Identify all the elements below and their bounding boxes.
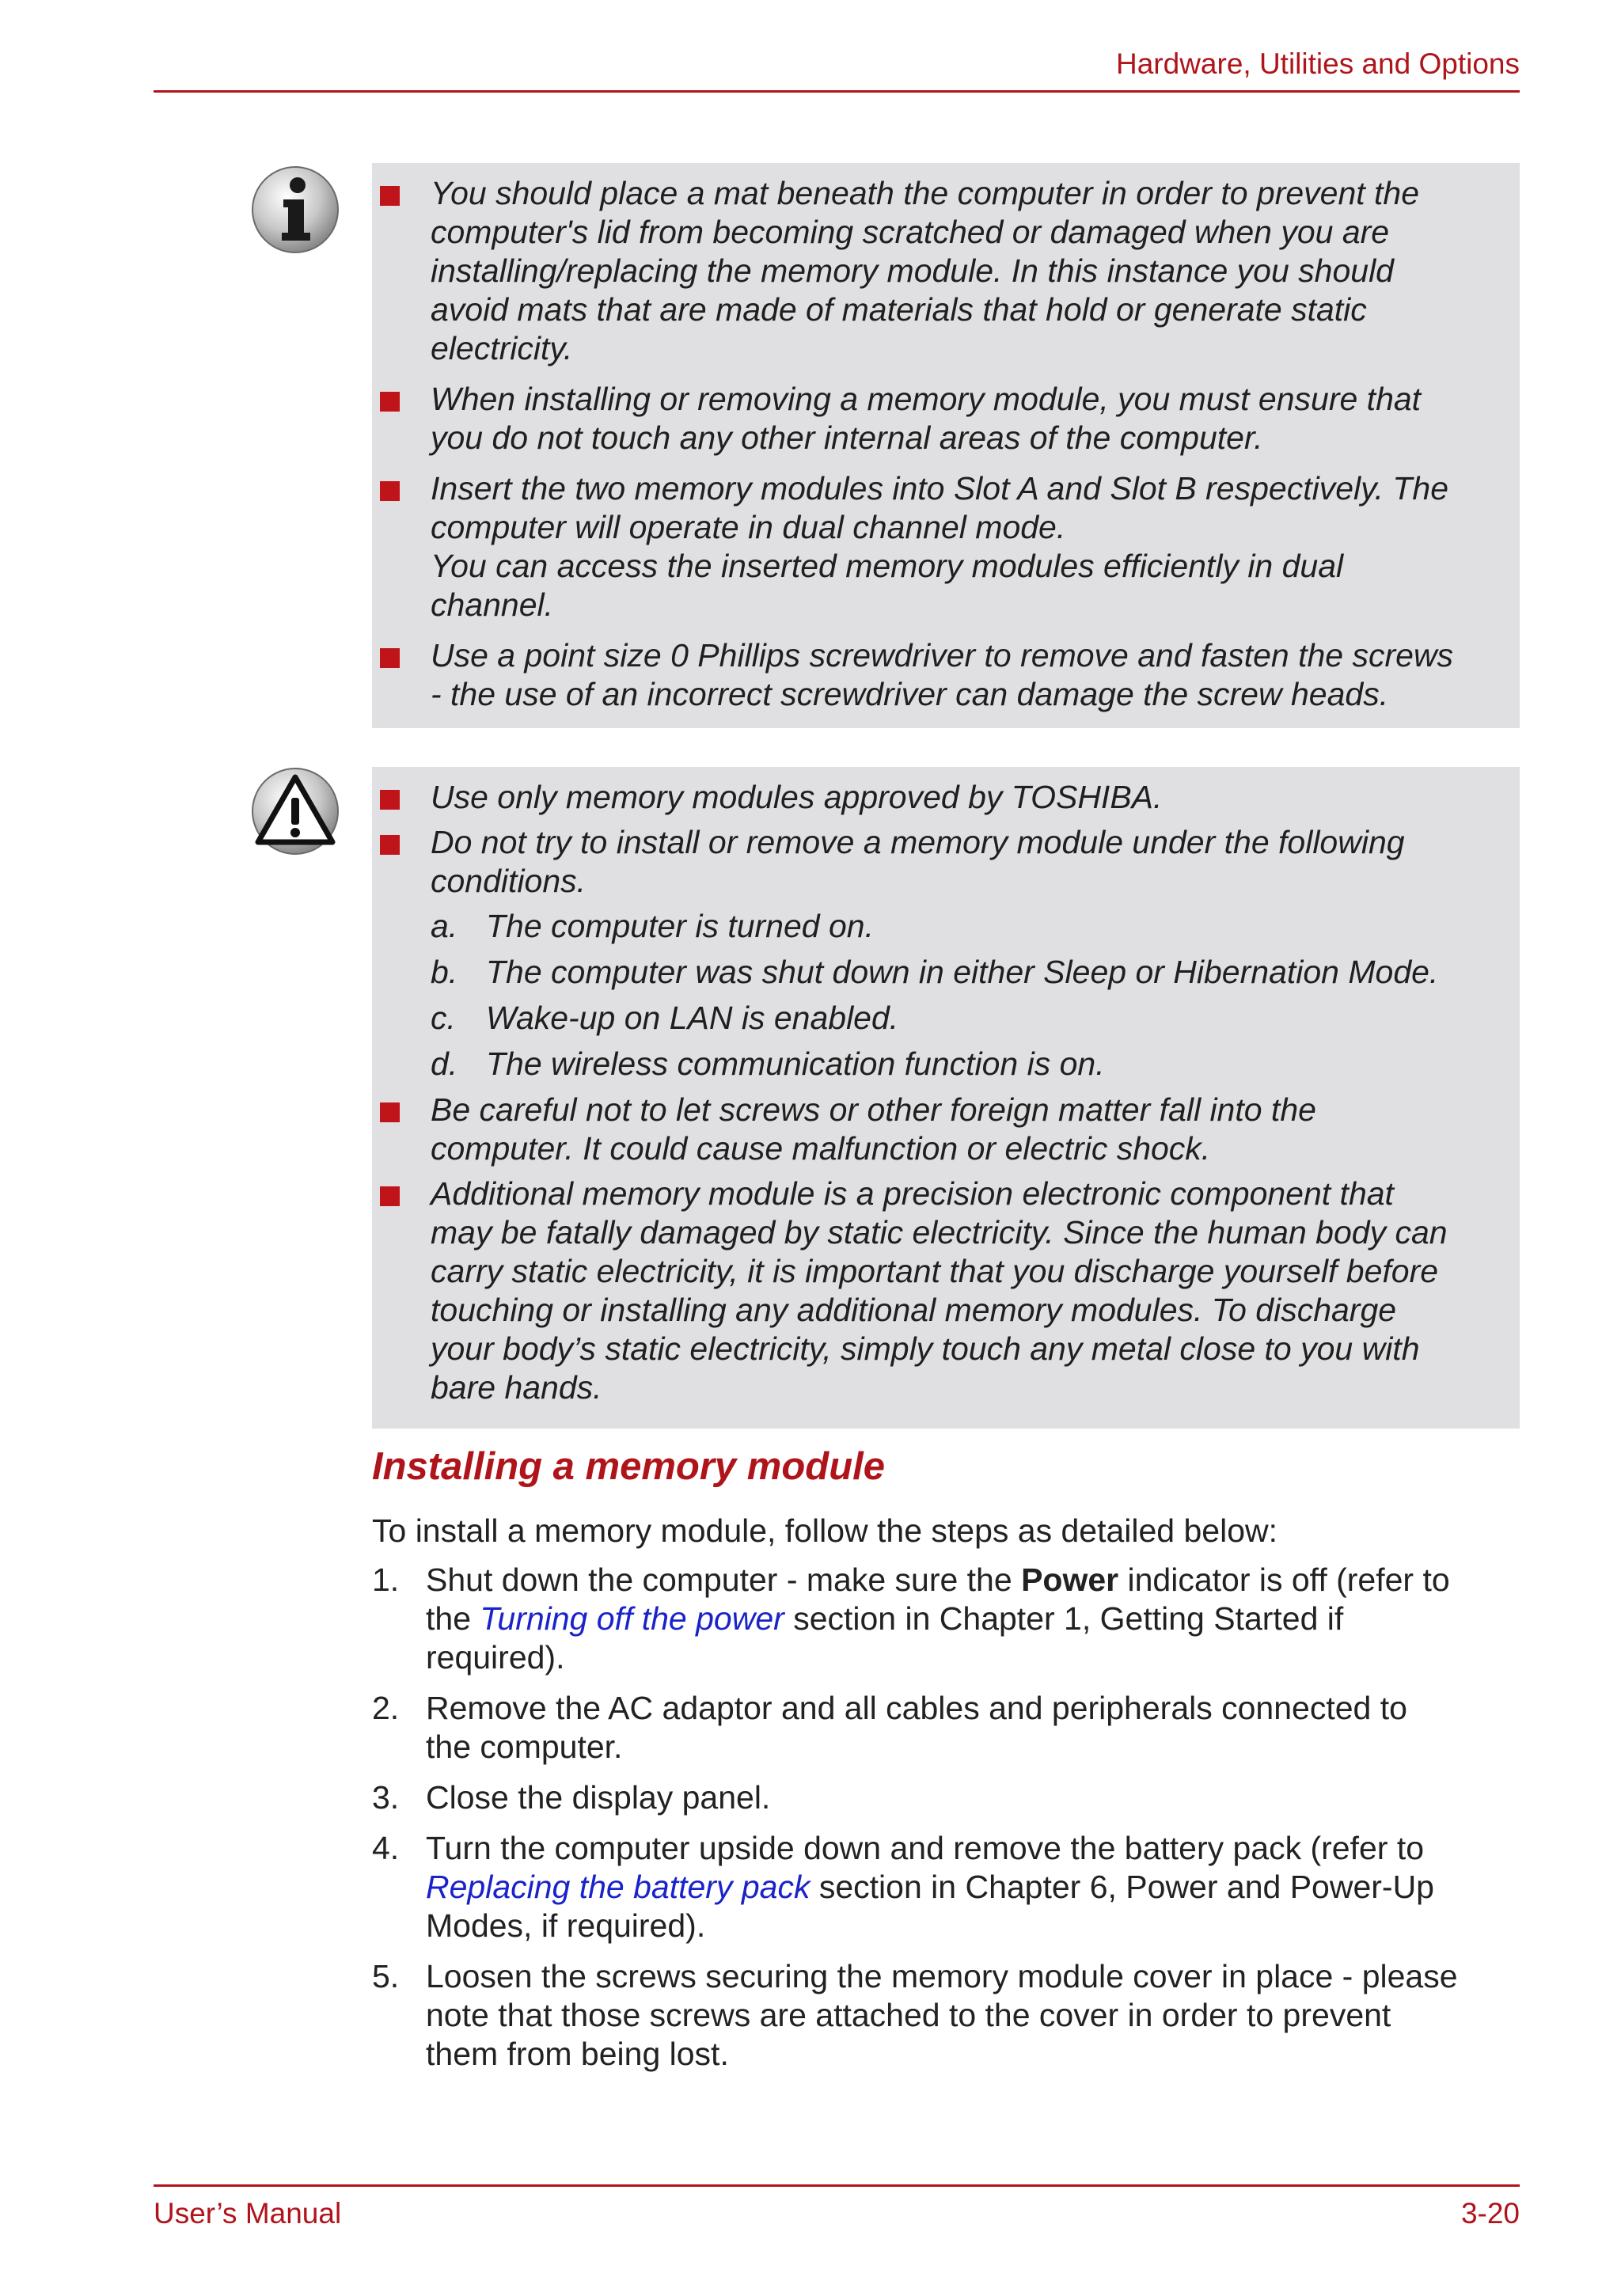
info-icon (250, 165, 340, 255)
steps-list (372, 1561, 1520, 2085)
header-rule (154, 90, 1520, 93)
caution-note-item: Be careful not to let screws or other foreign matter fall into the computer. It could cause malfunction or electric shock. (372, 1091, 1507, 1168)
step-item: 3. Close the display panel. (372, 1779, 771, 1816)
step-item: 5. Loosen the screws securing the memory module cover in place - please note that those screws are attached to the cover in order to prevent them from being lost. (372, 1958, 1458, 2072)
step-item: 1. Shut down the computer - make sure the Power indicator is off (refer to the Turning off the power section in Chapter 1, Getting Started if required). (372, 1562, 1450, 1676)
bullet-square-icon (380, 648, 400, 668)
bullet-square-icon (380, 790, 400, 810)
step-item: 2. Remove the AC adaptor and all cables and peripherals connected to the computer. (372, 1690, 1407, 1765)
section-heading: Installing a memory module (372, 1445, 886, 1488)
turning-off-power-link[interactable]: Turning off the power (480, 1600, 784, 1637)
caution-note-item: Use only memory modules approved by TOSHIBA. (372, 778, 1507, 817)
step-item: 4. Turn the computer upside down and remove the battery pack (refer to Replacing the battery pack section in Chapter 6, Power and Power-Up Modes, if required). (372, 1830, 1434, 1944)
caution-note-item: Do not try to install or remove a memory module under the following conditions. (372, 823, 1507, 901)
running-header: Hardware, Utilities and Options (1116, 47, 1520, 80)
info-note-box (372, 163, 1520, 728)
info-note-item: You should place a mat beneath the computer in order to prevent the computer's lid from becoming scratched or damaged when you are installing/replacing the memory module. In this instance you should avoid mats that are made of materials that hold or generate static electricity. (372, 174, 1507, 368)
bullet-square-icon (380, 835, 400, 855)
caution-note-item: Additional memory module is a precision electronic component that may be fatally damaged by static electricity. Since the human body can carry static electricity, it is important that you discharge yourself before touching or installing any additional memory modules. To discharge your body’s static electricity, simply touch any metal close to you with bare hands. (372, 1175, 1507, 1407)
bullet-square-icon (380, 1186, 400, 1206)
info-note-item: Insert the two memory modules into Slot A and Slot B respectively. The computer will operate in dual channel mode. You can access the inserted memory modules efficiently in dual channel. (372, 469, 1507, 624)
caution-note-box (372, 767, 1520, 1429)
page-number: 3-20 (1460, 2197, 1520, 2230)
condition-item: c. Wake-up on LAN is enabled. (431, 1000, 899, 1036)
bullet-square-icon (380, 481, 400, 501)
info-note-item: Use a point size 0 Phillips screwdriver to remove and fasten the screws - the use of an incorrect screwdriver can damage the screw heads. (372, 636, 1507, 714)
replacing-battery-pack-link[interactable]: Replacing the battery pack (426, 1869, 810, 1905)
bullet-square-icon (380, 392, 400, 412)
bullet-square-icon (380, 186, 400, 206)
bullet-square-icon (380, 1102, 400, 1122)
condition-item: a. The computer is turned on. (431, 908, 874, 944)
warning-icon (250, 766, 340, 856)
footer-manual-title: User’s Manual (154, 2197, 342, 2230)
section-intro: To install a memory module, follow the steps as detailed below: (372, 1512, 1278, 1549)
condition-item: b. The computer was shut down in either Sleep or Hibernation Mode. (431, 954, 1439, 990)
condition-item: d. The wireless communication function is on. (431, 1046, 1105, 1082)
footer-rule (154, 2184, 1520, 2187)
info-note-item: When installing or removing a memory module, you must ensure that you do not touch any other internal areas of the computer. (372, 380, 1507, 457)
